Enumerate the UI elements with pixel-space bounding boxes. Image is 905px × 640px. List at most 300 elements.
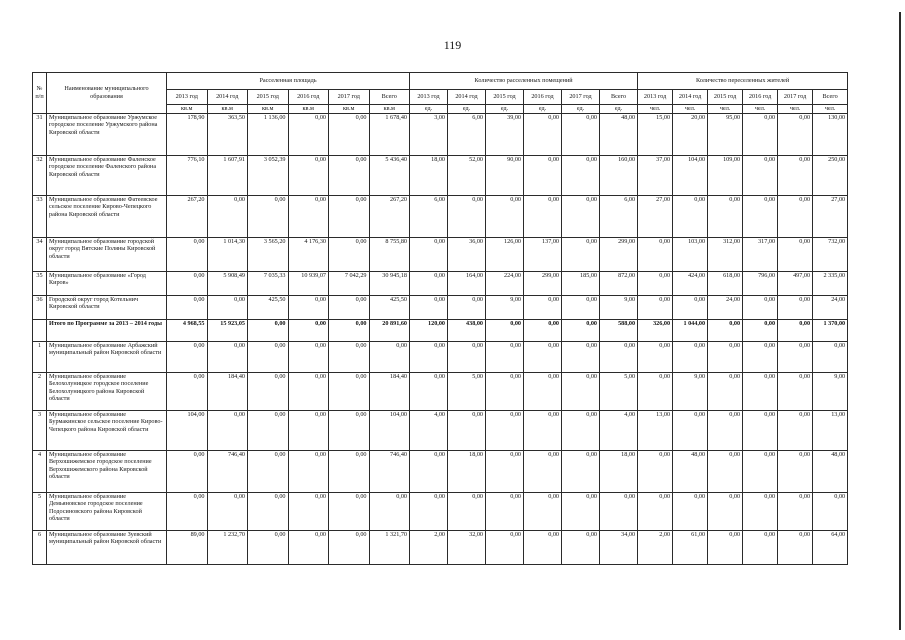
cell-area: 0,00: [288, 530, 329, 564]
cell-rooms: 0,00: [486, 492, 524, 530]
cell-area: 0,00: [167, 295, 208, 319]
cell-rooms: 6,00: [410, 195, 448, 237]
cell-people: 0,00: [778, 295, 813, 319]
municipality-name: Муниципальное образование Бурмакинское сельское поселение Кирово-Чепецкого района Кировской области: [47, 410, 167, 450]
cell-area: 0,00: [329, 492, 370, 530]
cell-rooms: 120,00: [410, 319, 448, 341]
cell-people: 37,00: [638, 155, 673, 195]
row-number: 32: [33, 155, 47, 195]
cell-people: 0,00: [743, 295, 778, 319]
cell-rooms: 9,00: [486, 295, 524, 319]
cell-rooms: 0,00: [448, 410, 486, 450]
municipality-name: Муниципальное образование Зуевский муниципальный район Кировской области: [47, 530, 167, 564]
cell-rooms: 34,00: [600, 530, 638, 564]
header-year-area: Всего: [369, 90, 410, 105]
cell-people: 15,00: [638, 113, 673, 155]
page-number: 119: [443, 38, 462, 52]
cell-rooms: 0,00: [410, 372, 448, 410]
cell-people: 326,00: [638, 319, 673, 341]
cell-area: 363,50: [207, 113, 248, 155]
cell-rooms: 0,00: [524, 113, 562, 155]
cell-area: 0,00: [207, 492, 248, 530]
cell-people: 24,00: [708, 295, 743, 319]
cell-area: 89,00: [167, 530, 208, 564]
cell-rooms: 0,00: [410, 295, 448, 319]
cell-people: 0,00: [708, 410, 743, 450]
cell-people: 317,00: [743, 237, 778, 271]
cell-area: 1 232,70: [207, 530, 248, 564]
municipality-name: Муниципальное образование Демьяновское городское поселение Подосиновского района Кировской области: [47, 492, 167, 530]
row-number: 35: [33, 271, 47, 295]
cell-people: 0,00: [778, 410, 813, 450]
cell-rooms: 0,00: [562, 113, 600, 155]
cell-rooms: 0,00: [448, 295, 486, 319]
cell-rooms: 0,00: [524, 372, 562, 410]
cell-people: 0,00: [673, 195, 708, 237]
cell-people: 0,00: [743, 492, 778, 530]
cell-area: 0,00: [329, 295, 370, 319]
cell-people: 796,00: [743, 271, 778, 295]
cell-area: 0,00: [207, 341, 248, 372]
municipality-name: Городской округ город Котельнич Кировской области: [47, 295, 167, 319]
cell-people: 1 044,00: [673, 319, 708, 341]
cell-people: 0,00: [673, 410, 708, 450]
cell-area: 104,00: [167, 410, 208, 450]
cell-area: 7 035,33: [248, 271, 289, 295]
cell-rooms: 0,00: [486, 410, 524, 450]
header-year-rooms: 2014 год: [448, 90, 486, 105]
cell-rooms: 0,00: [524, 341, 562, 372]
header-unit-rooms: ед.: [524, 105, 562, 114]
cell-area: 267,20: [369, 195, 410, 237]
header-unit-people: чел.: [778, 105, 813, 114]
cell-people: 130,00: [813, 113, 848, 155]
cell-rooms: 0,00: [486, 319, 524, 341]
row-number: 6: [33, 530, 47, 564]
header-group-rooms: Количество расселенных помещений: [410, 73, 638, 90]
cell-area: 0,00: [288, 113, 329, 155]
cell-rooms: 0,00: [410, 492, 448, 530]
header-unit-people: чел.: [743, 105, 778, 114]
cell-area: 0,00: [207, 295, 248, 319]
cell-rooms: 0,00: [562, 155, 600, 195]
cell-area: 1 321,70: [369, 530, 410, 564]
cell-people: 618,00: [708, 271, 743, 295]
row-number: 34: [33, 237, 47, 271]
cell-people: 424,00: [673, 271, 708, 295]
cell-area: 0,00: [248, 530, 289, 564]
cell-people: 0,00: [778, 237, 813, 271]
cell-rooms: 39,00: [486, 113, 524, 155]
cell-area: 15 923,05: [207, 319, 248, 341]
header-year-people: 2016 год: [743, 90, 778, 105]
cell-area: 0,00: [248, 341, 289, 372]
row-number: [33, 319, 47, 341]
cell-people: 27,00: [638, 195, 673, 237]
cell-area: 0,00: [288, 341, 329, 372]
table-row: [33, 450, 848, 492]
cell-rooms: 6,00: [600, 195, 638, 237]
cell-people: 24,00: [813, 295, 848, 319]
header-year-people: 2013 год: [638, 90, 673, 105]
cell-area: 8 755,80: [369, 237, 410, 271]
cell-rooms: 0,00: [562, 237, 600, 271]
cell-people: 0,00: [778, 372, 813, 410]
cell-area: 0,00: [248, 410, 289, 450]
cell-rooms: 0,00: [524, 530, 562, 564]
cell-area: 0,00: [329, 450, 370, 492]
cell-area: 425,50: [369, 295, 410, 319]
cell-rooms: 0,00: [524, 410, 562, 450]
cell-people: 0,00: [743, 410, 778, 450]
cell-area: 0,00: [329, 237, 370, 271]
cell-rooms: 0,00: [410, 237, 448, 271]
cell-people: 0,00: [778, 113, 813, 155]
cell-area: 3 565,20: [248, 237, 289, 271]
header-year-area: 2015 год: [248, 90, 289, 105]
cell-area: 4 968,55: [167, 319, 208, 341]
cell-area: 5 908,49: [207, 271, 248, 295]
row-number: 3: [33, 410, 47, 450]
cell-rooms: 0,00: [562, 295, 600, 319]
cell-area: 1 014,30: [207, 237, 248, 271]
cell-people: 0,00: [813, 341, 848, 372]
cell-people: 64,00: [813, 530, 848, 564]
cell-rooms: 0,00: [524, 155, 562, 195]
cell-rooms: 0,00: [562, 530, 600, 564]
cell-people: 20,00: [673, 113, 708, 155]
cell-area: 0,00: [329, 372, 370, 410]
cell-rooms: 4,00: [600, 410, 638, 450]
header-unit-people: чел.: [638, 105, 673, 114]
cell-people: 0,00: [743, 113, 778, 155]
cell-area: 0,00: [167, 372, 208, 410]
cell-people: 48,00: [673, 450, 708, 492]
municipality-name: Муниципальное образование Фатеевское сельское поселение Кирово-Чепецкого района Кировской области: [47, 195, 167, 237]
cell-area: 178,90: [167, 113, 208, 155]
table-row: [33, 155, 848, 195]
municipality-name: Муниципальное образование «Город Киров»: [47, 271, 167, 295]
header-year-area: 2013 год: [167, 90, 208, 105]
cell-area: 0,00: [288, 195, 329, 237]
cell-people: 2 335,00: [813, 271, 848, 295]
cell-area: 0,00: [207, 410, 248, 450]
header-year-rooms: 2016 год: [524, 90, 562, 105]
cell-rooms: 299,00: [600, 237, 638, 271]
cell-rooms: 224,00: [486, 271, 524, 295]
cell-people: 0,00: [778, 450, 813, 492]
cell-people: 732,00: [813, 237, 848, 271]
cell-area: 425,50: [248, 295, 289, 319]
cell-rooms: 2,00: [410, 530, 448, 564]
cell-rooms: 4,00: [410, 410, 448, 450]
cell-area: 0,00: [167, 492, 208, 530]
header-year-people: 2014 год: [673, 90, 708, 105]
header-unit-area: кв.м: [288, 105, 329, 114]
municipality-name: Муниципальное образование Фаленское городское поселение Фаленского района Кировской области: [47, 155, 167, 195]
resettlement-table: [32, 72, 848, 565]
table-row: [33, 410, 848, 450]
cell-area: 0,00: [248, 372, 289, 410]
table-row: [33, 113, 848, 155]
cell-people: 0,00: [743, 530, 778, 564]
cell-rooms: 0,00: [600, 492, 638, 530]
cell-area: 0,00: [288, 410, 329, 450]
cell-people: 104,00: [673, 155, 708, 195]
cell-people: 0,00: [708, 492, 743, 530]
cell-area: 0,00: [248, 492, 289, 530]
table-row: [33, 372, 848, 410]
cell-area: 20 891,60: [369, 319, 410, 341]
cell-people: 61,00: [673, 530, 708, 564]
cell-area: 0,00: [329, 195, 370, 237]
table-row: [33, 295, 848, 319]
header-no: № п/п: [33, 73, 47, 114]
cell-people: 0,00: [638, 450, 673, 492]
cell-rooms: 0,00: [486, 341, 524, 372]
cell-rooms: 0,00: [486, 530, 524, 564]
row-number: 2: [33, 372, 47, 410]
cell-rooms: 0,00: [562, 372, 600, 410]
cell-area: 0,00: [248, 195, 289, 237]
municipality-name: Муниципальное образование Верхошижемское городское поселение Верхошижемского района Кировской области: [47, 450, 167, 492]
header-unit-area: кв.м: [207, 105, 248, 114]
cell-area: 0,00: [329, 155, 370, 195]
cell-people: 0,00: [673, 341, 708, 372]
header-unit-rooms: ед.: [562, 105, 600, 114]
header-unit-people: чел.: [673, 105, 708, 114]
cell-rooms: 52,00: [448, 155, 486, 195]
cell-area: 0,00: [248, 450, 289, 492]
cell-rooms: 5,00: [600, 372, 638, 410]
cell-people: 0,00: [708, 372, 743, 410]
cell-rooms: 438,00: [448, 319, 486, 341]
cell-rooms: 0,00: [562, 450, 600, 492]
header-unit-people: чел.: [708, 105, 743, 114]
cell-area: 0,00: [288, 372, 329, 410]
cell-rooms: 0,00: [410, 271, 448, 295]
cell-rooms: 0,00: [562, 195, 600, 237]
cell-rooms: 0,00: [486, 450, 524, 492]
cell-rooms: 588,00: [600, 319, 638, 341]
cell-area: 104,00: [369, 410, 410, 450]
header-unit-rooms: ед.: [448, 105, 486, 114]
cell-area: 0,00: [329, 113, 370, 155]
cell-area: 746,40: [207, 450, 248, 492]
header-year-people: Всего: [813, 90, 848, 105]
row-number: 5: [33, 492, 47, 530]
cell-people: 0,00: [708, 450, 743, 492]
cell-people: 95,00: [708, 113, 743, 155]
cell-area: 3 052,39: [248, 155, 289, 195]
cell-rooms: 0,00: [524, 319, 562, 341]
cell-rooms: 164,00: [448, 271, 486, 295]
cell-rooms: 0,00: [524, 492, 562, 530]
cell-area: 7 042,29: [329, 271, 370, 295]
cell-area: 0,00: [329, 410, 370, 450]
cell-area: 0,00: [248, 319, 289, 341]
header-unit-area: кв.м: [167, 105, 208, 114]
header-year-area: 2016 год: [288, 90, 329, 105]
header-year-rooms: 2017 год: [562, 90, 600, 105]
municipality-name: Муниципальное образование Белохолуницкое городское поселение Белохолуницкого района Кировской области: [47, 372, 167, 410]
cell-rooms: 0,00: [562, 319, 600, 341]
cell-rooms: 0,00: [410, 341, 448, 372]
cell-people: 9,00: [813, 372, 848, 410]
cell-rooms: 0,00: [448, 341, 486, 372]
cell-rooms: 0,00: [448, 492, 486, 530]
municipality-name: Муниципальное образование городской округ город Вятские Поляны Кировской области: [47, 237, 167, 271]
cell-people: 0,00: [743, 450, 778, 492]
cell-people: 0,00: [638, 237, 673, 271]
cell-rooms: 126,00: [486, 237, 524, 271]
cell-area: 0,00: [167, 271, 208, 295]
cell-rooms: 18,00: [448, 450, 486, 492]
cell-rooms: 6,00: [448, 113, 486, 155]
cell-people: 0,00: [638, 372, 673, 410]
cell-people: 0,00: [778, 341, 813, 372]
header-year-area: 2017 год: [329, 90, 370, 105]
cell-area: 0,00: [207, 195, 248, 237]
cell-rooms: 32,00: [448, 530, 486, 564]
table-body: [33, 113, 848, 564]
cell-people: 0,00: [743, 155, 778, 195]
cell-people: 0,00: [813, 492, 848, 530]
cell-area: 184,40: [207, 372, 248, 410]
header-unit-area: кв.м: [248, 105, 289, 114]
scan-edge-line: [899, 12, 901, 630]
row-number: 31: [33, 113, 47, 155]
cell-rooms: 5,00: [448, 372, 486, 410]
cell-people: 13,00: [638, 410, 673, 450]
cell-area: 0,00: [288, 450, 329, 492]
cell-area: 10 939,07: [288, 271, 329, 295]
header-unit-rooms: ед.: [600, 105, 638, 114]
table-row: [33, 530, 848, 564]
cell-area: 776,10: [167, 155, 208, 195]
cell-area: 1 678,40: [369, 113, 410, 155]
table-row: [33, 492, 848, 530]
cell-people: 48,00: [813, 450, 848, 492]
cell-rooms: 299,00: [524, 271, 562, 295]
cell-area: 1 136,00: [248, 113, 289, 155]
municipality-name: Итого по Программе за 2013 – 2014 годы: [47, 319, 167, 341]
cell-people: 0,00: [708, 341, 743, 372]
table-row: [33, 237, 848, 271]
cell-people: 0,00: [708, 530, 743, 564]
cell-rooms: 0,00: [524, 450, 562, 492]
header-unit-area: кв.м: [369, 105, 410, 114]
header-unit-people: чел.: [813, 105, 848, 114]
cell-people: 0,00: [638, 295, 673, 319]
cell-rooms: 3,00: [410, 113, 448, 155]
cell-area: 0,00: [329, 530, 370, 564]
header-unit-rooms: ед.: [486, 105, 524, 114]
cell-rooms: 36,00: [448, 237, 486, 271]
cell-people: 27,00: [813, 195, 848, 237]
cell-area: 0,00: [288, 295, 329, 319]
cell-rooms: 185,00: [562, 271, 600, 295]
cell-people: 0,00: [638, 271, 673, 295]
cell-people: 0,00: [778, 195, 813, 237]
cell-people: 0,00: [638, 492, 673, 530]
municipality-name: Муниципальное образование Арбажский муниципальный район Кировской области: [47, 341, 167, 372]
cell-people: 250,00: [813, 155, 848, 195]
cell-area: 746,40: [369, 450, 410, 492]
cell-rooms: 90,00: [486, 155, 524, 195]
row-number: 33: [33, 195, 47, 237]
header-unit-rooms: ед.: [410, 105, 448, 114]
cell-people: 1 370,00: [813, 319, 848, 341]
cell-area: 0,00: [288, 319, 329, 341]
cell-people: 0,00: [673, 295, 708, 319]
cell-rooms: 18,00: [410, 155, 448, 195]
cell-rooms: 160,00: [600, 155, 638, 195]
cell-people: 497,00: [778, 271, 813, 295]
cell-area: 0,00: [167, 341, 208, 372]
cell-area: 5 436,40: [369, 155, 410, 195]
cell-people: 0,00: [743, 319, 778, 341]
row-number: 36: [33, 295, 47, 319]
cell-area: 0,00: [167, 237, 208, 271]
table-row: [33, 271, 848, 295]
header-year-rooms: 2013 год: [410, 90, 448, 105]
municipality-name: Муниципальное образование Уржумское городское поселение Уржумского района Кировской области: [47, 113, 167, 155]
cell-people: 0,00: [673, 492, 708, 530]
cell-area: 0,00: [329, 341, 370, 372]
cell-rooms: 0,00: [524, 295, 562, 319]
total-row: [33, 319, 848, 341]
cell-people: 13,00: [813, 410, 848, 450]
header-year-people: 2017 год: [778, 90, 813, 105]
header-name: Наименование муниципального образования: [47, 73, 167, 114]
header-year-rooms: 2015 год: [486, 90, 524, 105]
cell-people: 0,00: [778, 155, 813, 195]
header-group-row: [33, 73, 848, 90]
cell-rooms: 0,00: [562, 492, 600, 530]
cell-people: 0,00: [778, 530, 813, 564]
header-unit-area: кв.м: [329, 105, 370, 114]
cell-area: 1 607,91: [207, 155, 248, 195]
cell-rooms: 0,00: [524, 195, 562, 237]
cell-people: 103,00: [673, 237, 708, 271]
cell-people: 0,00: [743, 372, 778, 410]
cell-people: 2,00: [638, 530, 673, 564]
cell-people: 0,00: [708, 319, 743, 341]
row-number: 4: [33, 450, 47, 492]
cell-rooms: 48,00: [600, 113, 638, 155]
cell-area: 0,00: [369, 492, 410, 530]
cell-people: 0,00: [638, 341, 673, 372]
header-group-people: Количество переселенных жителей: [638, 73, 848, 90]
header-year-area: 2014 год: [207, 90, 248, 105]
header-group-area: Расселенная площадь: [167, 73, 410, 90]
cell-area: 30 945,18: [369, 271, 410, 295]
cell-people: 0,00: [778, 492, 813, 530]
cell-people: 312,00: [708, 237, 743, 271]
cell-rooms: 9,00: [600, 295, 638, 319]
header-year-rooms: Всего: [600, 90, 638, 105]
table-row: [33, 341, 848, 372]
cell-rooms: 137,00: [524, 237, 562, 271]
cell-rooms: 0,00: [600, 341, 638, 372]
table-row: [33, 195, 848, 237]
cell-rooms: 0,00: [486, 195, 524, 237]
cell-area: 0,00: [369, 341, 410, 372]
cell-area: 0,00: [288, 492, 329, 530]
cell-rooms: 0,00: [410, 450, 448, 492]
cell-area: 267,20: [167, 195, 208, 237]
